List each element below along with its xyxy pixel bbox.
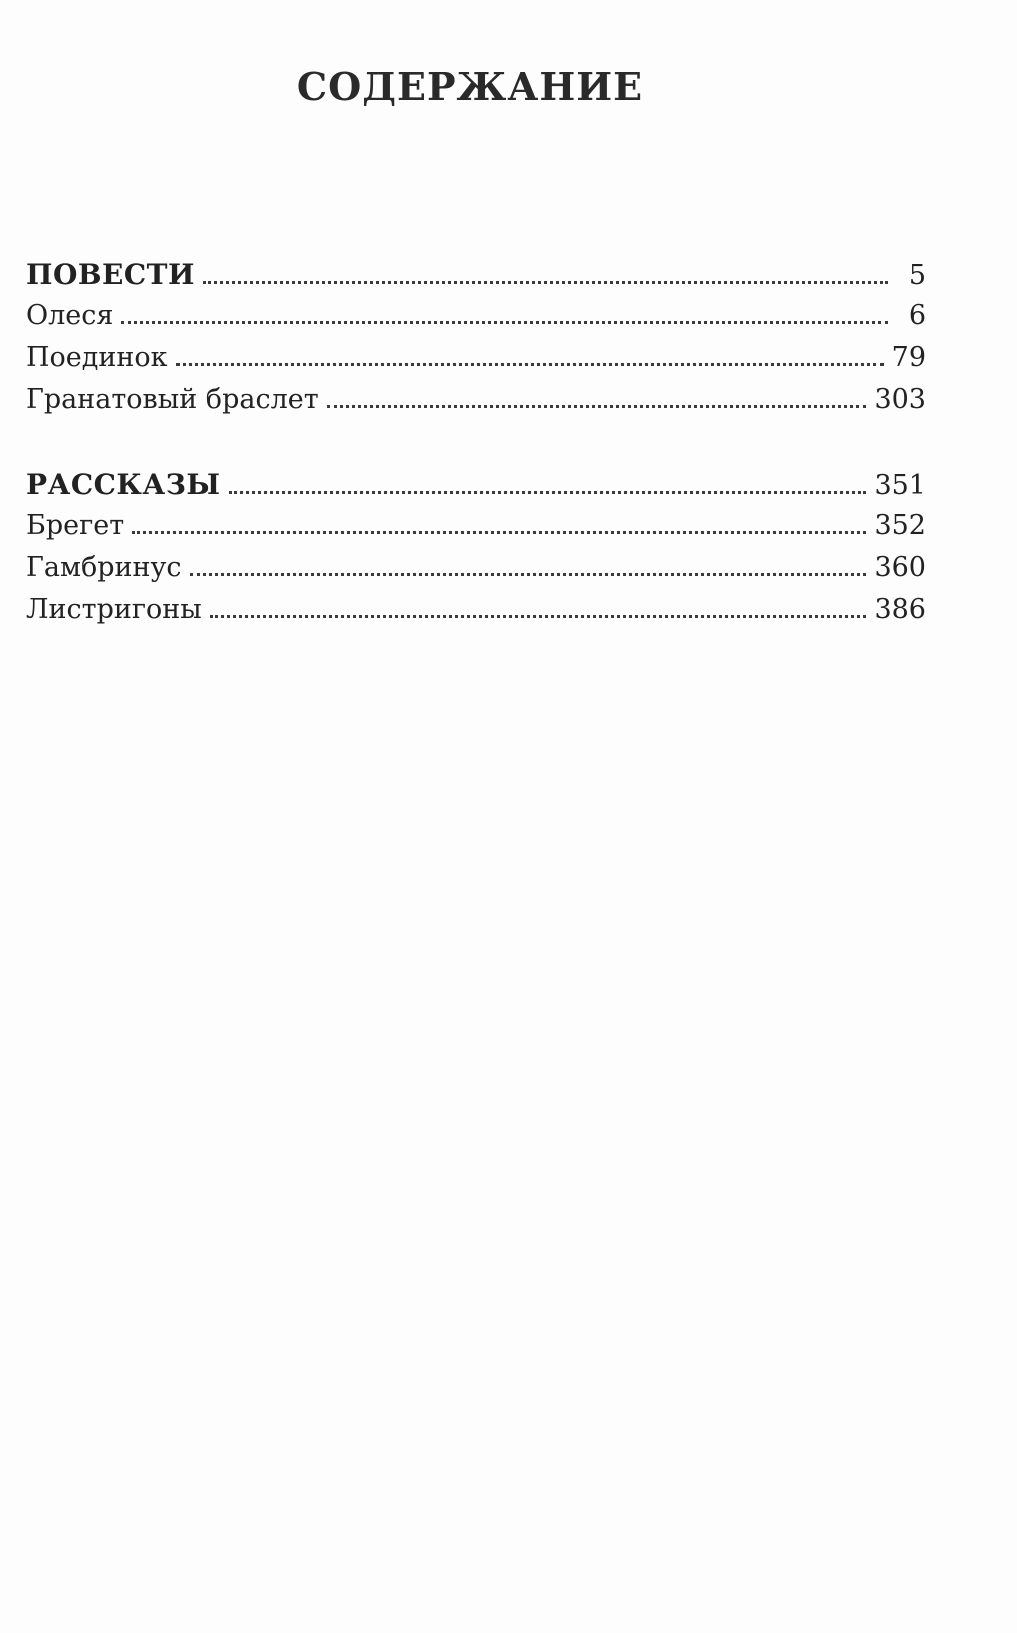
toc-entry-label: Гранатовый браслет <box>26 384 319 415</box>
toc-entry-label: Брегет <box>26 510 125 541</box>
toc-page-number: 303 <box>874 384 926 415</box>
dot-leader <box>176 363 884 366</box>
dot-leader <box>229 491 867 494</box>
dot-leader <box>210 615 867 618</box>
toc-page-number: 360 <box>874 552 926 583</box>
toc-page-number: 79 <box>891 342 926 373</box>
toc-entry <box>26 342 926 384</box>
page-title: СОДЕРЖАНИЕ <box>296 64 644 109</box>
toc-entry-label: Олеся <box>26 300 114 331</box>
dot-leader <box>203 281 888 284</box>
toc-page-number: 352 <box>874 510 926 541</box>
toc-entry <box>26 300 926 342</box>
toc-entry <box>26 552 926 594</box>
toc-section-novellas <box>26 258 926 426</box>
dot-leader <box>327 405 867 408</box>
dot-leader <box>121 321 888 324</box>
toc-section-stories <box>26 468 926 636</box>
toc-entry-label: Гамбринус <box>26 552 182 583</box>
toc-section-heading <box>26 468 926 510</box>
toc-entry-label: Поединок <box>26 342 168 373</box>
toc-entry <box>26 594 926 636</box>
dot-leader <box>190 573 867 576</box>
toc-page-number: 5 <box>908 260 926 291</box>
toc-section-heading <box>26 258 926 300</box>
toc-heading-label: РАССКАЗЫ <box>26 468 221 501</box>
dot-leader <box>132 531 866 534</box>
toc-entry-label: Листригоны <box>26 594 202 625</box>
toc-page-number: 386 <box>874 594 926 625</box>
toc-entry <box>26 510 926 552</box>
toc-entry <box>26 384 926 426</box>
toc-heading-label: ПОВЕСТИ <box>26 258 195 291</box>
toc-page-number: 6 <box>908 300 926 331</box>
toc-page-number: 351 <box>874 470 926 501</box>
